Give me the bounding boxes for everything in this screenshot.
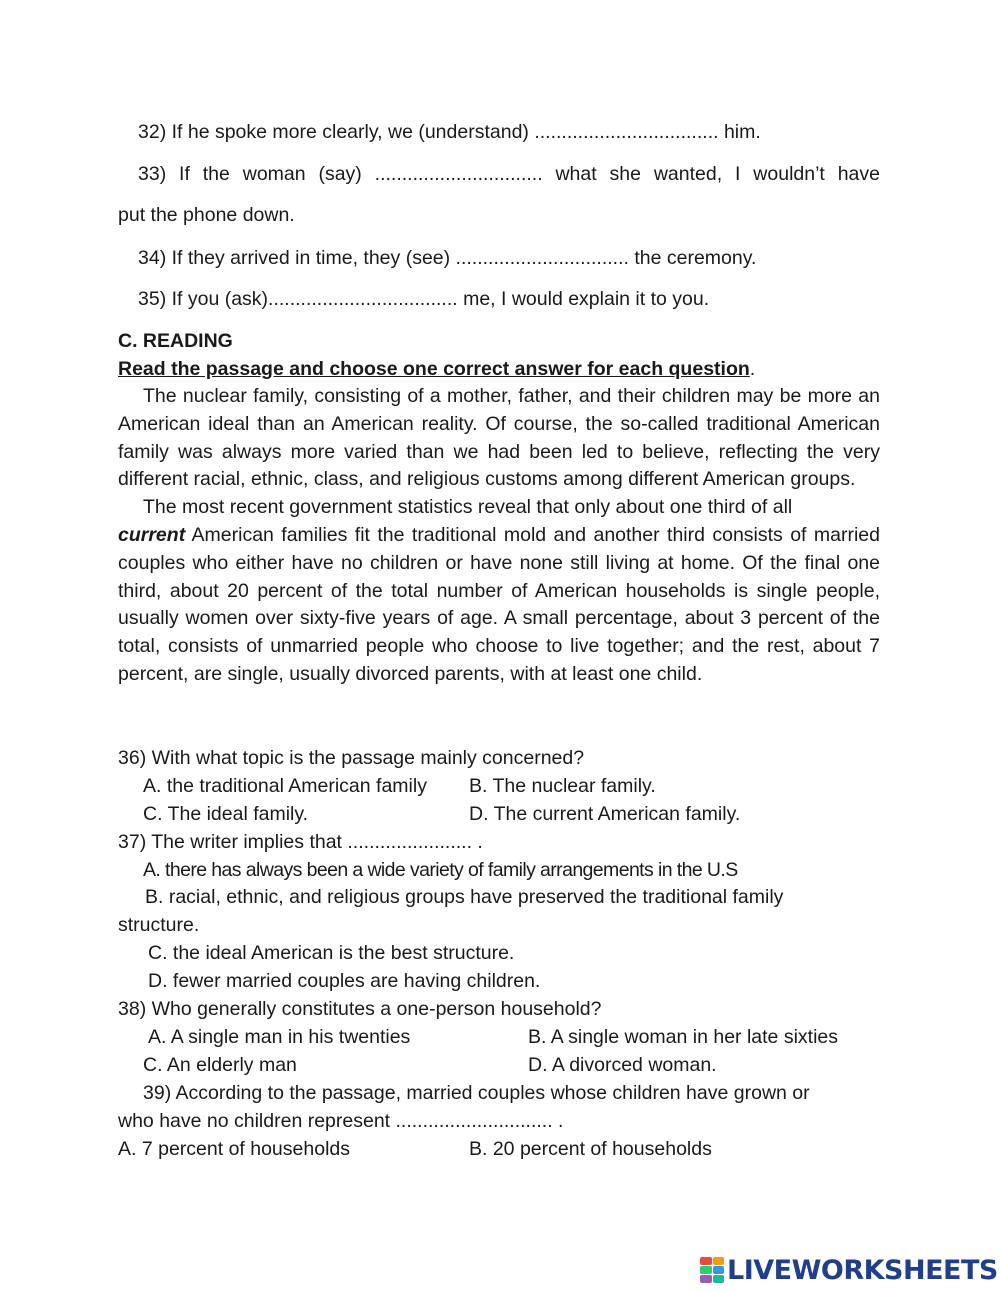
passage-paragraph-2 (118, 494, 880, 689)
question-35: 35) If you (ask)................................... me, I would explain it to you. (138, 288, 710, 310)
question-39-stem-line1: 39) According to the passage, married couples whose children have grown or (143, 1082, 810, 1104)
question-32: 32) If he spoke more clearly, we (understand) .................................. him. (138, 121, 761, 143)
passage-paragraph-1: The nuclear family, consisting of a mother, father, and their children may be more an American ideal than an American reality. Of course, the so-called traditional American family was always more varied than we had been led to believe, reflecting the very different racial, ethnic, class, and religious customs among different American groups. (118, 385, 880, 491)
question-34: 34) If they arrived in time, they (see) ................................ the ceremony. (138, 247, 757, 269)
question-39-option-a: A. 7 percent of households (118, 1138, 350, 1160)
question-36-option-d: D. The current American family. (469, 803, 741, 825)
logo-text: LIVEWORKSHEETS (727, 1254, 998, 1286)
question-37-stem: 37) The writer implies that ....................... . (118, 831, 483, 853)
section-title: C. READING (118, 330, 233, 352)
question-38-option-d: D. A divorced woman. (528, 1054, 717, 1076)
question-37-option-a: A. there has always been a wide variety of family arrangements in the U.S (143, 859, 738, 881)
question-39-stem-line2: who have no children represent ............................. . (118, 1110, 564, 1132)
liveworksheets-logo-icon (700, 1257, 724, 1283)
question-38-option-b: B. A single woman in her late sixties (528, 1026, 838, 1048)
liveworksheets-logo[interactable] (700, 1253, 998, 1287)
question-37-option-b-line2: structure. (118, 914, 200, 936)
question-37-option-d: D. fewer married couples are having children. (148, 970, 541, 992)
instruction-period: . (749, 358, 756, 380)
paragraph-2-start: The most recent government statistics reveal that only about one third of all (143, 496, 793, 519)
emphasized-word: current (118, 523, 186, 546)
question-36-stem: 36) With what topic is the passage mainly concerned? (118, 747, 585, 769)
question-33-line2: put the phone down. (118, 204, 295, 226)
paragraph-2-rest: American families fit the traditional mold and another third consists of married couples who either have no children or have none still living at home. Of the final one third, about 20 percent of the total number of American households is single people, usually women over sixty-five years of age. A small percentage, about 3 percent of the total, consists of unmarried people who choose to live together; and the rest, about 7 percent, are single, usually divorced parents, with at least one child. (118, 523, 880, 685)
question-37-option-b-line1: B. racial, ethnic, and religious groups have preserved the traditional family (145, 886, 784, 908)
question-38-stem: 38) Who generally constitutes a one-person household? (118, 998, 602, 1020)
question-36-option-b: B. The nuclear family. (469, 775, 656, 797)
instruction (118, 356, 755, 382)
question-36-option-c: C. The ideal family. (143, 803, 309, 825)
question-37-option-c: C. the ideal American is the best structure. (148, 942, 515, 964)
instruction-text: Read the passage and choose one correct answer for each question (118, 358, 750, 380)
question-39-option-b: B. 20 percent of households (469, 1138, 712, 1160)
question-38-option-c: C. An elderly man (143, 1054, 297, 1076)
question-38-option-a: A. A single man in his twenties (148, 1026, 411, 1048)
question-33-line1: 33) If the woman (say) ............................... what she wanted, I wouldn’t have (138, 163, 880, 185)
reading-passage (118, 383, 880, 689)
question-36-option-a: A. the traditional American family (143, 775, 427, 797)
